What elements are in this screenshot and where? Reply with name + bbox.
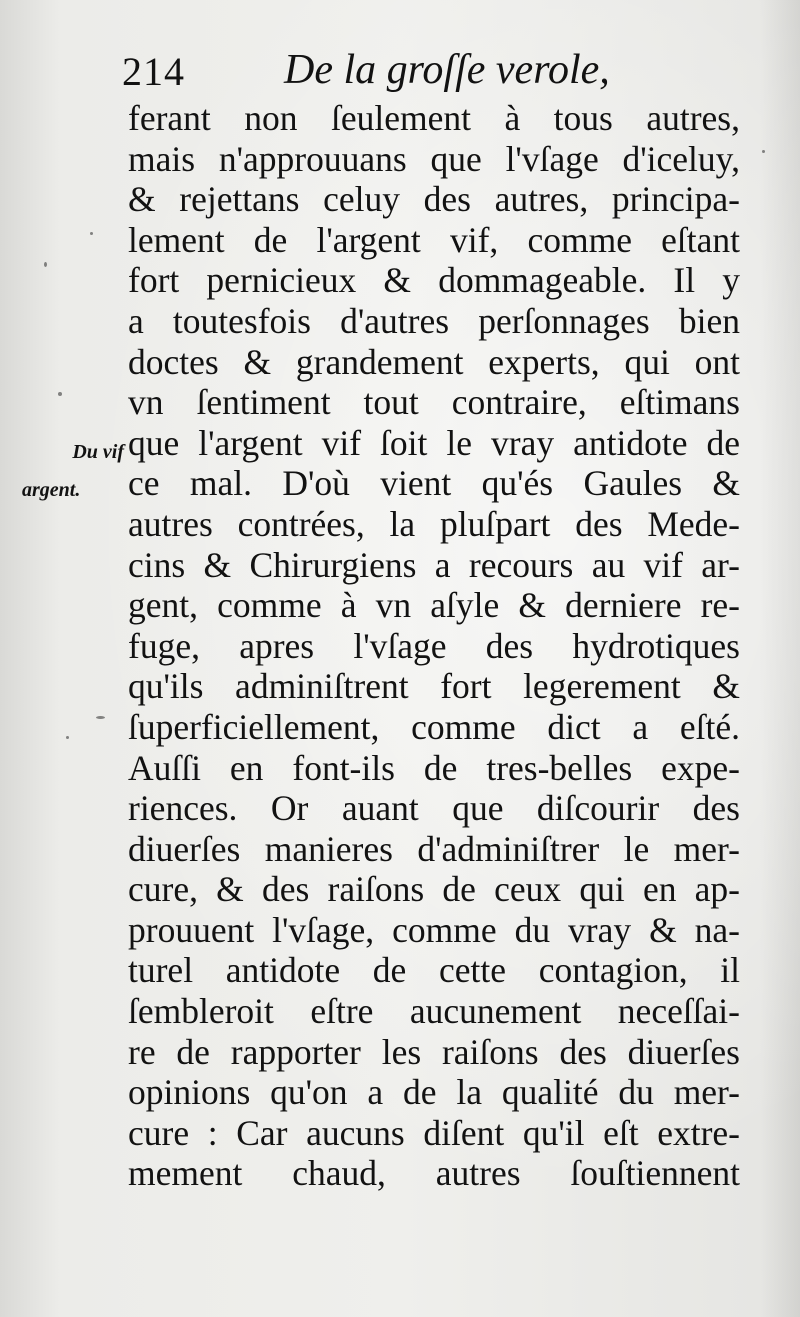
paper-speck <box>66 736 69 739</box>
text-line: qu'ils adminiſtrent fort legerement & <box>128 666 740 707</box>
text-line: Auſſi en font-ils de tres-belles expe- <box>128 747 740 788</box>
text-line: ſembleroit eſtre aucunement neceſſai- <box>128 991 740 1032</box>
text-line: que l'argent vif ſoit le vray antidote de <box>128 422 740 463</box>
text-line: ſuperficiellement, comme dict a eſté. <box>128 706 740 747</box>
paper-speck <box>58 392 62 396</box>
text-line: turel antidote de cette contagion, il <box>128 950 740 991</box>
margin-note <box>22 433 124 509</box>
text-line: vn ſentiment tout contraire, eſtimans <box>128 382 740 423</box>
text-line: diuerſes manieres d'adminiſtrer le mer- <box>128 828 740 869</box>
page-number: 214 <box>122 49 185 94</box>
text-line: autres contrées, la pluſpart des Mede- <box>128 503 740 544</box>
text-line: cins & Chirurgiens a recours au vif ar- <box>128 544 740 585</box>
text-line: cure : Car aucuns diſent qu'il eſt extre- <box>128 1112 740 1153</box>
text-line: opinions qu'on a de la qualité du mer- <box>128 1072 740 1113</box>
text-line: mais n'approuuans que l'vſage d'iceluy, <box>128 138 740 179</box>
margin-note-line-1: Du vif <box>72 441 124 463</box>
text-line: riences. Or auant que diſcourir des <box>128 788 740 829</box>
margin-note-line-2: argent. <box>22 479 81 501</box>
text-line: ce mal. D'où vient qu'és Gaules & <box>128 463 740 504</box>
text-line: re de rapporter les raiſons des diuerſes <box>128 1031 740 1072</box>
running-title: De la groſſe verole, <box>284 47 610 93</box>
paper-speck <box>44 262 47 267</box>
text-line: doctes & grandement experts, qui ont <box>128 341 740 382</box>
text-line: & rejettans celuy des autres, principa- <box>128 179 740 220</box>
text-line: fort pernicieux & dommageable. Il y <box>128 260 740 301</box>
paper-speck <box>90 232 93 235</box>
text-line: lement de l'argent vif, comme eſtant <box>128 219 740 260</box>
body-text <box>128 98 740 1194</box>
text-line: a toutesfois d'autres perſonnages bien <box>128 300 740 341</box>
text-line: cure, & des raiſons de ceux qui en ap- <box>128 869 740 910</box>
page-header <box>118 42 638 98</box>
paper-speck <box>762 150 765 153</box>
text-line: fuge, apres l'vſage des hydrotiques <box>128 625 740 666</box>
text-line: mement chaud, autres ſouſtiennent <box>128 1153 740 1194</box>
text-line: gent, comme à vn aſyle & derniere re- <box>128 585 740 626</box>
paper-speck <box>96 716 105 719</box>
text-line: ferant non ſeulement à tous autres, <box>128 98 740 138</box>
text-line: prouuent l'vſage, comme du vray & na- <box>128 909 740 950</box>
